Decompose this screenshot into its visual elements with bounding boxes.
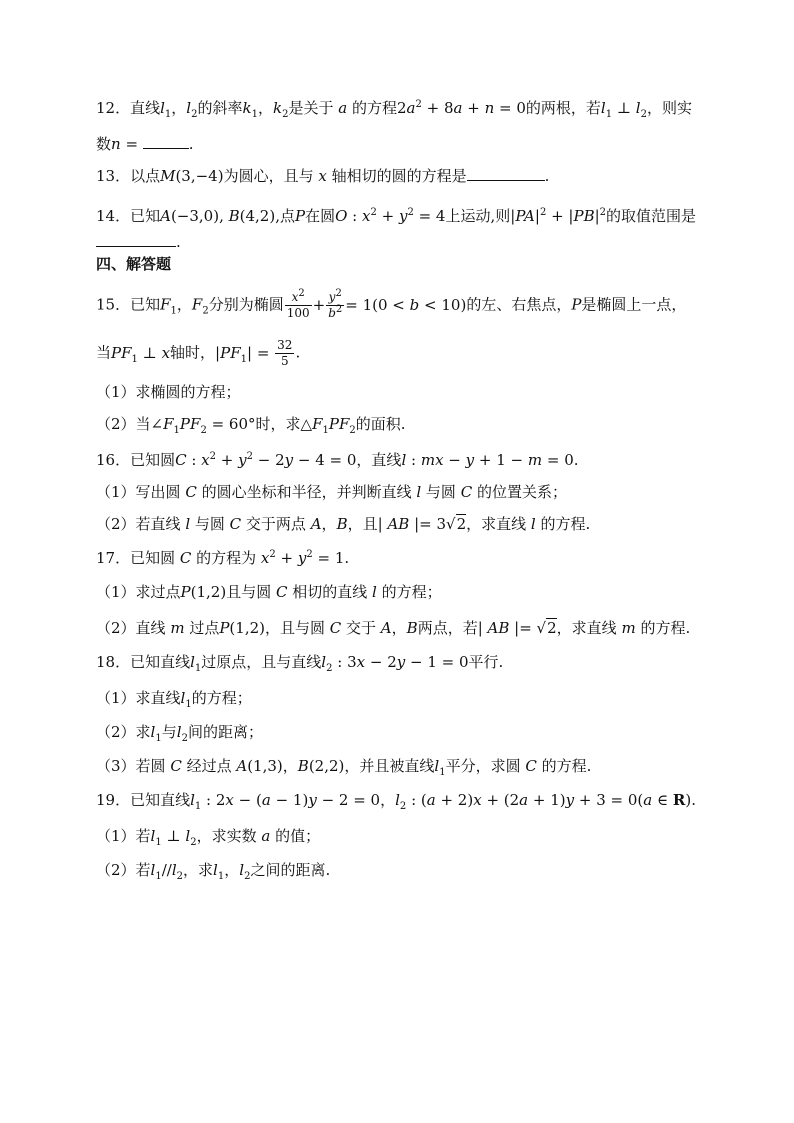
math-points-ab: A(−3,0), B(4,2), [160,207,280,225]
math-unit-circle: $x^2 + y^2 = 1$ [260,549,345,567]
q17-text: （2）直线 [96,619,166,637]
q18-text: 间的距离； [187,723,263,741]
math-point-p: P(1,2) [180,583,227,601]
q15-part2 [96,414,716,434]
q12-text: ，则实 [646,99,692,117]
q18-text: 的方程； [191,689,252,707]
math-p: P [571,295,582,314]
math-x: x [313,167,332,185]
q16-text: 与圆 [194,515,225,533]
q15-text: 当 [96,343,112,362]
math-line-l: l : mx − y + 1 − m = 0 [401,451,574,469]
q13-text: . [544,167,550,185]
q18-text: 平行. [468,653,504,671]
math-point-b: B(2,2) [297,757,345,775]
q18-text: （2）求 [96,723,151,741]
q19-text: ， [380,791,396,809]
math-c: C [271,583,293,601]
q12-text: 的斜率 [197,99,243,117]
q16-text: （1）写出圆 [96,483,181,501]
math-l1: l [190,653,195,671]
q13-line [96,166,716,186]
q19-text: 之间的距离. [250,861,331,879]
q15-text: . [295,343,301,362]
math-a: a [333,99,352,117]
math-b-point: B [406,619,418,637]
math-n: n [111,135,121,153]
q12-line1: 12．直线$l_1$，$l_2$的斜率$k_1$，$k_2$是关于 a 的方程$2a^2 + 8a + n = 0$的两根，若$l_1$ ⊥ $l_2$，则实 [96,99,692,120]
q16-text: 的方程. [540,515,591,533]
q19-text: （2）若 [96,861,151,879]
math-c: C [325,619,347,637]
math-triangle: $\triangle F_1PF_2$ [300,415,356,436]
q19-text: 的值； [275,827,321,845]
math-k2: k [272,99,283,117]
q19-part1 [96,826,716,846]
math-angle: $\angle F_1PF_2 = 60^\circ$ [150,415,256,436]
q18-line1: 18．已知直线$l_1$过原点，且与直线$l_2$ : 3x − 2y − 1 = 0平行. [96,653,504,674]
q12-text: 的方程 [351,99,397,117]
q19-text: ， [224,861,240,879]
math-c: C [175,549,197,567]
math-perp: $l_1$ ⊥ $l_2$ [600,99,647,120]
q12-text: 是关于 [288,99,334,117]
q19-part2: （2）若$l_1//l_2$，求$l_1$，$l_2$之间的距离. [96,861,331,882]
q15-text: 时，求 [255,415,301,433]
q16-text: ，直线 [356,451,402,469]
q19-text: . [691,791,696,809]
answer-blank[interactable] [96,232,176,247]
math-a-point: A [305,515,322,533]
q18-text: 经过点 [186,757,232,775]
q18-text: （1）求直线 [96,689,181,707]
math-c: C [180,483,202,501]
math-ab-length: | AB |= √2 [477,619,557,637]
q18-text: 与 [161,723,177,741]
q18-text: 的方程. [541,757,592,775]
q14-text: . [176,233,181,251]
q14-line2 [96,232,716,252]
q13-text: 轴相切的圆的方程是 [331,167,467,185]
q17-part2 [96,618,716,638]
q16-text: . [573,451,579,469]
q17-text: ，且与圆 [264,619,325,637]
math-c: C [165,757,187,775]
math-parallel: $l_1//l_2$ [150,861,184,882]
q14-text: 在圆 [305,207,336,225]
math-f2: F [191,295,203,314]
math-l1: l [213,861,218,879]
q16-text: 与圆 [425,483,456,501]
q16-text: 的圆心坐标和半径，并判断直线 [201,483,412,501]
q19-text: ，求实数 [196,827,257,845]
math-point-a: A(1,3) [236,757,283,775]
math-l1: l [160,99,165,117]
math-equation: $2a^2 + 8a + n = 0$ [396,99,526,117]
q17-text: ， [391,619,407,637]
section-title: 四、解答题 [96,255,172,273]
q17-text: 交于 [346,619,377,637]
math-point-m: M(3,−4) [160,167,224,185]
q17-text: 且与圆 [226,583,272,601]
q12-text: ， [257,99,273,117]
q19-text: （1）若 [96,827,151,845]
math-l1: l [180,689,186,707]
q17-text: 17．已知圆 [96,549,176,567]
q14-text: 点 [279,207,295,225]
math-l: l [526,515,541,533]
q12-text: 12．直线 [96,99,161,117]
q15-text: 是椭圆上一点， [581,295,687,314]
q15-text: 轴时， [170,343,216,362]
math-circle-c: C : $x^2 + y^2 - 2y - 4 = 0$ [175,451,357,469]
q12-text: 的两根，若 [525,99,601,117]
q18-text: ，并且被直线 [344,757,435,775]
math-perp: $l_1$ ⊥ $l_2$ [150,827,197,848]
q16-text: 交于两点 [245,515,306,533]
math-l: l [180,515,195,533]
math-line-l2: $l_2$ : (a + 2)x + (2a + 1)y + 3 = 0(a ∈ R) [395,791,692,812]
math-f1: F [160,295,171,314]
math-p: P [294,207,306,225]
q19-line1 [96,790,716,810]
answer-blank[interactable] [467,166,545,181]
q15-text: 15．已知 [96,295,161,314]
math-l2: l [186,99,192,117]
q16-text: 的位置关系； [476,483,567,501]
q14-text: 上运动,则 [445,207,511,225]
math-sum-squares: $|PA|^2 + |PB|^2$ [510,207,607,225]
q17-text: （1）求过点 [96,583,181,601]
q19-text: ，求 [183,861,214,879]
q15-line2 [96,338,716,369]
math-circle-o: O : $x^2 + y^2 = 4$ [335,207,446,225]
math-ellipse: $\frac{x^2}{100}$ + $\frac{y^2}{b^2}$ = 1(0 < b < 10) [286,288,467,320]
q16-part1 [96,482,716,502]
q17-text: 的方程为 [196,549,257,567]
q16-text: ， [321,515,337,533]
q14-text: 的取值范围是 [606,207,697,225]
math-a-point: A [376,619,392,637]
q17-text: 两点，若 [417,619,478,637]
q15-text: 的面积. [355,415,406,433]
math-l: l [367,583,382,601]
q17-text: 的方程. [640,619,691,637]
q18-text: （3）若圆 [96,757,166,775]
math-pf1-length: $|PF_1|$ = $\frac{32}{5}$ [215,338,293,368]
q18-text: 18．已知直线 [96,653,191,671]
math-l2: l [176,723,182,741]
answer-blank[interactable] [143,134,189,149]
math-l: l [411,483,426,501]
math-c: C [224,515,246,533]
q13-text: 13．以点 [96,167,161,185]
q15-text: （2）当 [96,415,151,433]
q17-text: . [344,549,350,567]
q18-text: ， [282,757,298,775]
math-ab-length: | AB |= 3√2 [377,515,467,533]
q17-text: 的方程； [381,583,442,601]
q15-text: （1）求椭圆的方程； [96,383,241,401]
q15-line1: 15．已知$F_1$，$F_2$分别为椭圆 $\frac{x^2}{100}$ + $\frac{y^2}{b^2}$ = 1(0 < b < 10)的左、右焦点，P是椭圆上一点， [96,288,687,320]
math-l1: l [150,723,156,741]
q12-text: 数 [96,135,112,153]
math-point-p: P(1,2) [219,619,265,637]
math-line-l1: $l_1$ : 2x − (a − 1)y − 2 = 0 [190,791,381,812]
q16-line1 [96,450,716,470]
q16-part2 [96,514,716,534]
q16-text: ，求直线 [466,515,527,533]
q15-text: 分别为椭圆 [208,295,284,314]
q18-part3: （3）若圆 C 经过点 A(1,3)，B(2,2)，并且被直线$l_1$平分，求圆 C 的方程. [96,757,592,778]
q18-part1: （1）求直线$l_1$的方程； [96,689,252,710]
math-a: a [256,827,276,845]
q14-line1 [96,206,716,226]
math-pf1-perp: $PF_1$ ⊥ x [111,343,171,365]
q17-text: ，求直线 [556,619,617,637]
math-c: C [520,757,542,775]
math-m: m [165,619,190,637]
math-l2: l [239,861,245,879]
math-l1: l [434,757,440,775]
q15-part1 [96,382,716,402]
math-m: m [616,619,641,637]
math-k1: k [242,99,252,117]
q15-text: 的左、右焦点， [466,295,572,314]
q17-text: 相切的直线 [292,583,368,601]
q18-text: 平分，求圆 [445,757,521,775]
q16-text: （2）若直线 [96,515,181,533]
q18-text: 过原点，且与直线 [201,653,322,671]
q16-text: ，且 [347,515,378,533]
q13-text: 为圆心，且与 [223,167,314,185]
q19-text: 19．已知直线 [96,791,191,809]
q18-part2: （2）求$l_1$与$l_2$间的距离； [96,723,263,744]
q17-line1 [96,548,716,568]
q12-line2: 数n = . [96,135,194,153]
math-c: C [455,483,477,501]
math-b-point: B [336,515,348,533]
math-line-l2: $l_2$ : 3x − 2y − 1 = 0 [321,653,469,674]
q14-text: 14．已知 [96,207,161,225]
q17-part1 [96,582,716,602]
q17-text: 过点 [189,619,220,637]
q12-text: . [188,135,194,153]
q12-text: ， [171,99,187,117]
q16-text: 16．已知圆 [96,451,176,469]
q15-text: ， [176,295,192,314]
